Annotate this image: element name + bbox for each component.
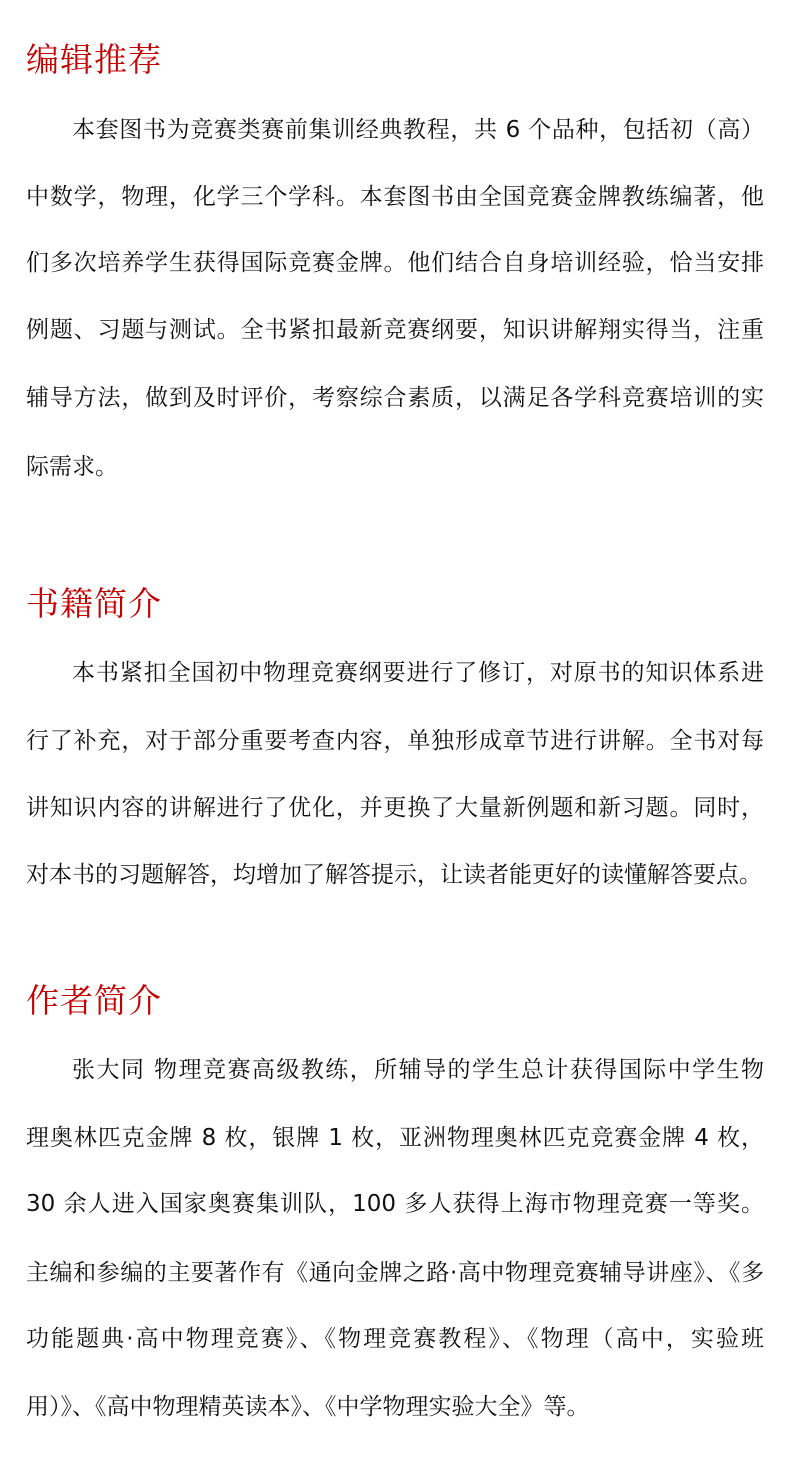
paragraph-line: 30 余人进入国家奥赛集训队，100 多人获得上海市物理竞赛一等奖。 xyxy=(26,1191,764,1217)
paragraph-line: 们多次培养学生获得国际竞赛金牌。他们结合自身培训经验，恰当安排 xyxy=(26,250,764,276)
paragraph-line: 本套图书为竞赛类赛前集训经典教程，共 6 个品种，包括初（高） xyxy=(72,117,764,143)
paragraph-line: 主编和参编的主要著作有《通向金牌之路·高中物理竞赛辅导讲座》、《多 xyxy=(26,1260,764,1286)
paragraph-line: 中数学，物理，化学三个学科。本套图书由全国竞赛金牌教练编著，他 xyxy=(26,184,764,210)
paragraph-line: 张大同 物理竞赛高级教练，所辅导的学生总计获得国际中学生物 xyxy=(72,1057,764,1083)
paragraph-line: 辅导方法，做到及时评价，考察综合素质，以满足各学科竞赛培训的实 xyxy=(26,385,764,411)
section-title-book-intro: 书籍简介 xyxy=(26,584,162,623)
section-title-editor-recommendation: 编辑推荐 xyxy=(26,40,162,79)
paragraph-line: 讲知识内容的讲解进行了优化，并更换了大量新例题和新习题。同时， xyxy=(26,795,764,821)
section-title-author-intro: 作者简介 xyxy=(26,981,162,1020)
paragraph-line: 理奥林匹克金牌 8 枚，银牌 1 枚，亚洲物理奥林匹克竞赛金牌 4 枚， xyxy=(26,1125,764,1151)
paragraph-line: 际需求。 xyxy=(26,454,118,480)
paragraph-line: 行了补充，对于部分重要考查内容，单独形成章节进行讲解。全书对每 xyxy=(26,728,764,754)
paragraph-line: 用）》、《高中物理精英读本》、《中学物理实验大全》等。 xyxy=(26,1394,590,1420)
paragraph-line: 功能题典·高中物理竞赛》、《物理竞赛教程》、《物理（高中，实验班 xyxy=(26,1326,764,1352)
paragraph-line: 例题、习题与测试。全书紧扣最新竞赛纲要，知识讲解翔实得当，注重 xyxy=(26,317,764,343)
paragraph-line: 本书紧扣全国初中物理竞赛纲要进行了修订，对原书的知识体系进 xyxy=(72,660,764,686)
paragraph-line: 对本书的习题解答，均增加了解答提示，让读者能更好的读懂解答要点。 xyxy=(26,862,762,888)
